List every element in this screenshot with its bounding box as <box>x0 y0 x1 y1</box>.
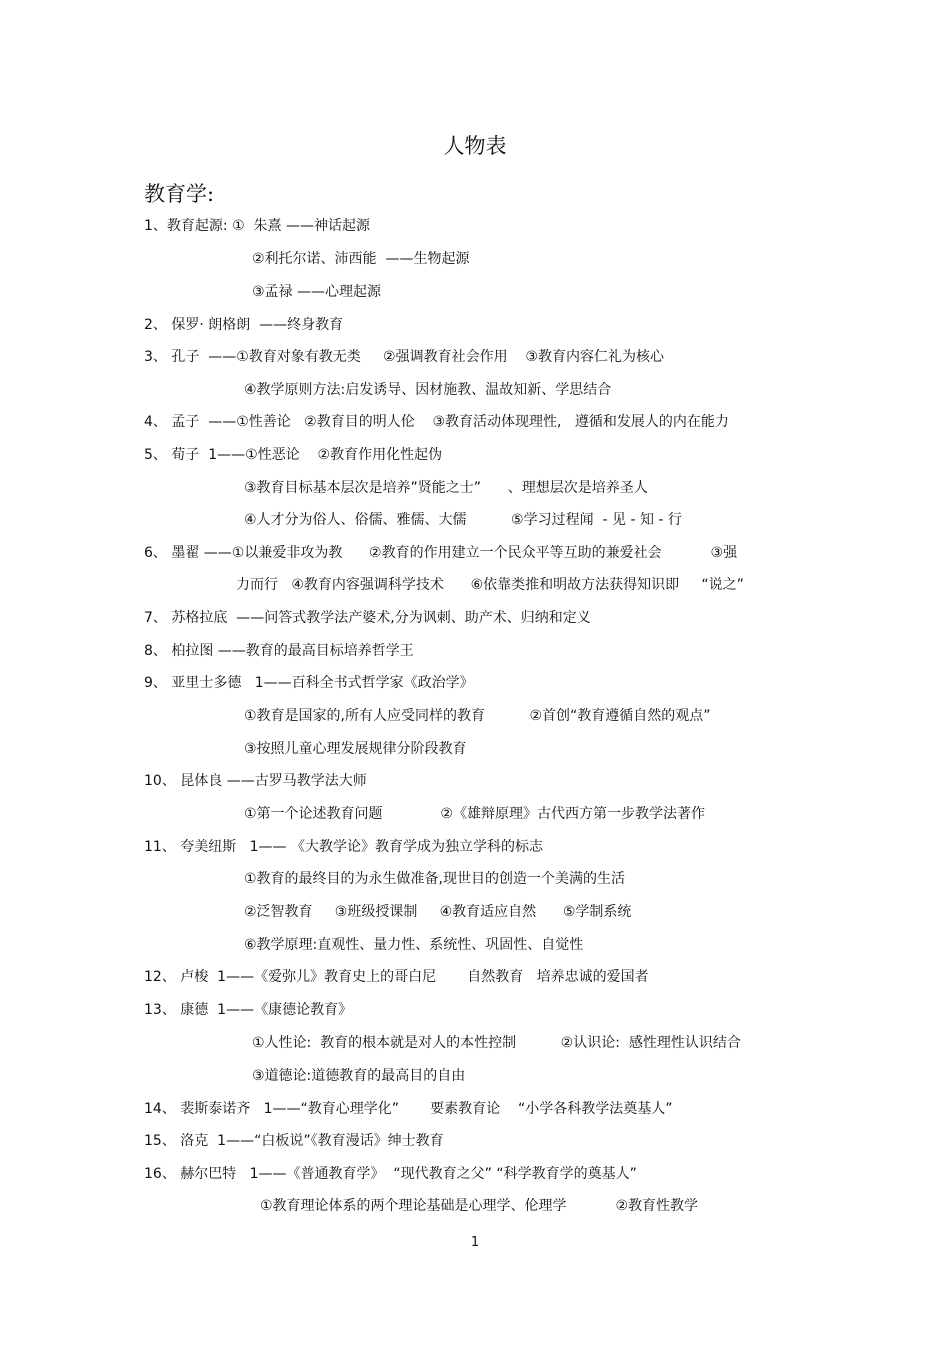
text-line: 16、 赫尔巴特 1——《普通教育学》 “现代教育之父” “科学教育学的奠基人” <box>144 1166 637 1182</box>
text-line: ②利托尔诺、沛西能 ——生物起源 <box>252 251 470 267</box>
text-line: ③道德论:道德教育的最高目的自由 <box>252 1068 466 1084</box>
text-line: 11、 夸美纽斯 1—— 《大教学论》教育学成为独立学科的标志 <box>144 839 543 855</box>
text-line: ①教育是国家的,所有人应受同样的教育 ②首创“教育遵循自然的观点” <box>244 708 711 724</box>
text-line: ⑥教学原理:直观性、量力性、系统性、巩固性、自觉性 <box>244 937 584 953</box>
text-line: 1、教育起源: ① 朱熹 ——神话起源 <box>144 218 370 234</box>
page-number: 1 <box>470 1235 480 1250</box>
text-line: ①人性论: 教育的根本就是对人的本性控制 ②认识论: 感性理性认识结合 <box>252 1035 741 1051</box>
text-line: 3、 孔子 ——①教育对象有教无类 ②强调教育社会作用 ③教育内容仁礼为核心 <box>144 349 664 365</box>
text-line: 14、 裴斯泰诺齐 1——“教育心理学化” 要素教育论 “小学各科教学法奠基人” <box>144 1101 673 1117</box>
text-line: 10、 昆体良 ——古罗马教学法大师 <box>144 773 367 789</box>
text-line: 9、 亚里士多德 1——百科全书式哲学家《政治学》 <box>144 675 474 691</box>
text-line: 6、 墨翟 ——①以兼爱非攻为教 ②教育的作用建立一个民众平等互助的兼爱社会 ③强 <box>144 545 738 561</box>
text-line: 12、 卢梭 1——《爱弥儿》教育史上的哥白尼 自然教育 培养忠诚的爱国者 <box>144 969 649 985</box>
text-line: ①教育理论体系的两个理论基础是心理学、伦理学 ②教育性教学 <box>260 1198 699 1214</box>
text-line: ②泛智教育 ③班级授课制 ④教育适应自然 ⑤学制系统 <box>244 904 632 920</box>
text-line: 8、 柏拉图 ——教育的最高目标培养哲学王 <box>144 643 414 659</box>
text-line: ①教育的最终目的为永生做准备,现世目的创造一个美满的生活 <box>244 871 625 887</box>
text-line: 7、 苏格拉底 ——问答式教学法产婆术,分为讽刺、助产术、归纳和定义 <box>144 610 591 626</box>
text-line: 4、 孟子 ——①性善论 ②教育目的明人伦 ③教育活动体现理性, 遵循和发展人的内在能力 <box>144 414 729 430</box>
text-line: ③按照儿童心理发展规律分阶段教育 <box>244 741 467 757</box>
section-heading: 教育学: <box>144 182 215 206</box>
text-line: ④人才分为俗人、俗儒、雅儒、大儒 ⑤学习过程闻 - 见 - 知 - 行 <box>244 512 682 528</box>
text-line: 2、 保罗· 朗格朗 ——终身教育 <box>144 317 344 333</box>
page-title: 人物表 <box>443 134 507 158</box>
text-line: ③孟禄 ——心理起源 <box>252 284 382 300</box>
text-line: ③教育目标基本层次是培养”贤能之士” 、理想层次是培养圣人 <box>244 480 648 496</box>
text-line: ①第一个论述教育问题 ②《雄辩原理》古代西方第一步教学法著作 <box>244 806 705 822</box>
text-line: 力而行 ④教育内容强调科学技术 ⑥依靠类推和明故方法获得知识即 “说之” <box>236 577 744 593</box>
text-line: 15、 洛克 1——“白板说”《教育漫话》绅士教育 <box>144 1133 444 1149</box>
text-line: 13、 康德 1——《康德论教育》 <box>144 1002 353 1018</box>
text-line: 5、 荀子 1——①性恶论 ②教育作用化性起伪 <box>144 447 443 463</box>
text-line: ④教学原则方法:启发诱导、因材施教、温故知新、学思结合 <box>244 382 612 398</box>
